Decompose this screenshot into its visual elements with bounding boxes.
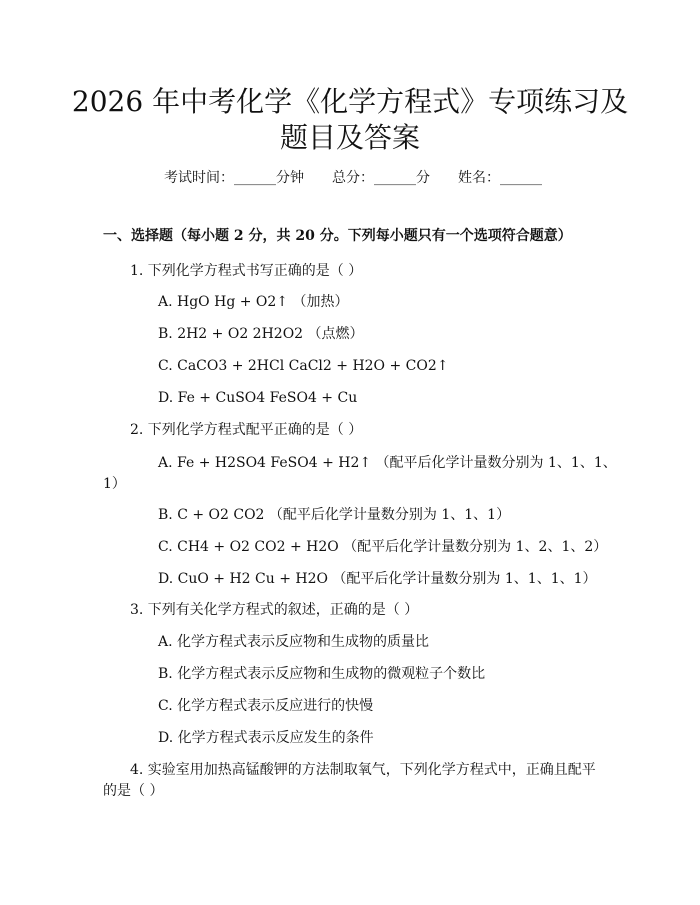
question-2-option-a-continuation: 1） <box>103 476 126 492</box>
question-3-option-a: A. 化学方程式表示反应物和生成物的质量比 <box>158 634 430 650</box>
question-1-option-b: B. 2H2 + O2 2H2O2 （点燃） <box>158 326 364 342</box>
question-4-stem: 4. 实验室用加热高锰酸钾的方法制取氧气，下列化学方程式中，正确且配平 <box>130 762 596 778</box>
question-2-option-a: A. Fe + H2SO4 FeSO4 + H2↑ （配平后化学计量数分别为 1、1、1、 <box>158 455 617 471</box>
question-1-option-c: C. CaCO3 + 2HCl CaCl2 + H2O + CO2↑ <box>158 358 449 374</box>
question-2-option-c: C. CH4 + O2 CO2 + H2O （配平后化学计量数分别为 1、2、1、2） <box>158 539 608 555</box>
question-3-option-c: C. 化学方程式表示反应进行的快慢 <box>158 698 374 714</box>
section-heading: 一、选择题（每小题 2 分，共 20 分。下列每小题只有一个选项符合题意） <box>103 228 572 244</box>
question-2-option-b: B. C + O2 CO2 （配平后化学计量数分别为 1、1、1） <box>158 507 511 523</box>
exam-name: 姓名：______ <box>458 170 542 186</box>
document-title-line-2: 题目及答案 <box>279 121 420 154</box>
question-3-stem: 3. 下列有关化学方程式的叙述，正确的是（ ） <box>130 602 419 618</box>
question-2-option-d: D. CuO + H2 Cu + H2O （配平后化学计量数分别为 1、1、1、1） <box>158 571 597 587</box>
question-4-stem-continuation: 的是（ ） <box>103 783 164 799</box>
exam-time: 考试时间：______分钟 <box>164 170 304 186</box>
exam-meta-row <box>164 169 542 187</box>
question-3-option-d: D. 化学方程式表示反应发生的条件 <box>158 730 374 746</box>
question-1-option-a: A. HgO Hg + O2↑ （加热） <box>158 294 349 310</box>
document-title-line-1: 2026 年中考化学《化学方程式》专项练习及 <box>71 85 629 118</box>
question-1-option-d: D. Fe + CuSO4 FeSO4 + Cu <box>158 390 358 406</box>
question-2-stem: 2. 下列化学方程式配平正确的是（ ） <box>130 422 363 438</box>
question-1-stem: 1. 下列化学方程式书写正确的是（ ） <box>130 263 363 279</box>
question-3-option-b: B. 化学方程式表示反应物和生成物的微观粒子个数比 <box>158 666 486 682</box>
exam-total-score: 总分：______分 <box>332 170 430 186</box>
